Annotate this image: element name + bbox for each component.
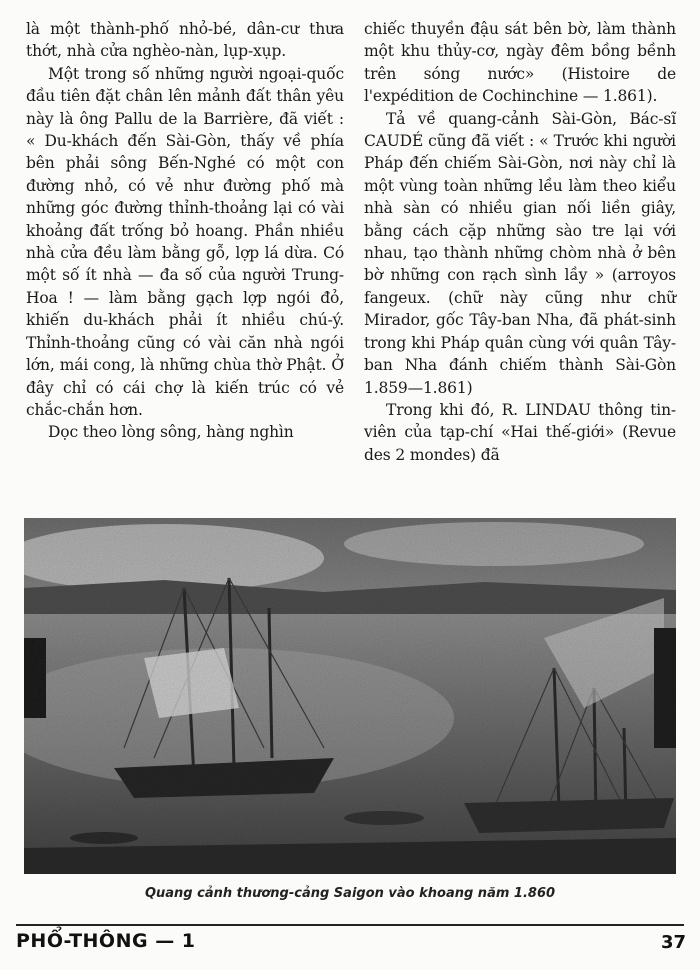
paragraph-4: chiếc thuyền đậu sát bên bờ, làm thành một khu thủy-cơ, ngày đêm bồng bềnh trên sóng nước» (Histoire de l'expédition de Cochinchine — 1.861).: [364, 20, 676, 106]
harbor-engraving-image: [24, 518, 676, 874]
paragraph-3: Dọc theo lòng sông, hàng nghìn: [48, 423, 294, 442]
figure-caption: Quang cảnh thương-cảng Saigon vào khoang năm 1.860: [144, 886, 556, 901]
left-text-column: [26, 18, 344, 444]
publication-title: PHỔ-THÔNG — 1: [16, 930, 196, 952]
footer-divider: [16, 924, 684, 926]
harbor-illustration: [24, 518, 676, 874]
paragraph-1: là một thành-phố nhỏ-bé, dân-cư thưa thớt, nhà cửa nghèo-nàn, lụp-xụp.: [26, 20, 344, 61]
paragraph-6: Trong khi đó, R. LINDAU thông tin-viên của tạp-chí «Hai thế-giới» (Revue des 2 mondes) đã: [364, 400, 676, 464]
paragraph-5: Tả về quang-cảnh Sài-Gòn, Bác-sĩ CAUDÉ cũng đã viết : « Trước khi người Pháp đến chiếm Sài-Gòn, nơi này chỉ là một vùng toàn những lều làm theo kiểu nhà sàn có nhiều gian nối liền giây, bằng cách cặp những sào tre lại với nhau, tạo thành những chòm nhà ở bên bờ những con rạch sình lầy » (arroyos fangeux. (chữ này cũng như chữ Mirador, gốc Tây-ban Nha, đã phát-sinh trong khi Pháp quân cùng với quân Tây-ban Nha đánh chiếm thành Sài-Gòn 1.859—1.861): [364, 109, 676, 397]
right-text-column: [364, 18, 676, 466]
page-number: 37: [660, 932, 686, 953]
paragraph-2: Một trong số những người ngoại-quốc đầu tiên đặt chân lên mảnh đất thân yêu này là ông Pallu de la Barrière, đã viết : « Du-khách đến Sài-Gòn, thấy về phía bên phải sông Bến-Nghé có một con đường nhỏ, có vẻ như đường phố mà những góc đường thỉnh-thoảng lại có vài khoảng đất trống bỏ hoang. Phần nhiều nhà cửa đều làm bằng gỗ, lợp lá dừa. Có một số ít nhà — đa số của người Trung-Hoa ! — làm bằng gạch lợp ngói đỏ, khiến du-khách phải ít nhiều chú-ý. Thỉnh-thoảng cũng có vài căn nhà ngói lớn, mái cong, là những chùa thờ Phật. Ở đây chỉ có cái chợ là kiến trúc có vẻ chắc-chắn hơn.: [26, 64, 344, 419]
